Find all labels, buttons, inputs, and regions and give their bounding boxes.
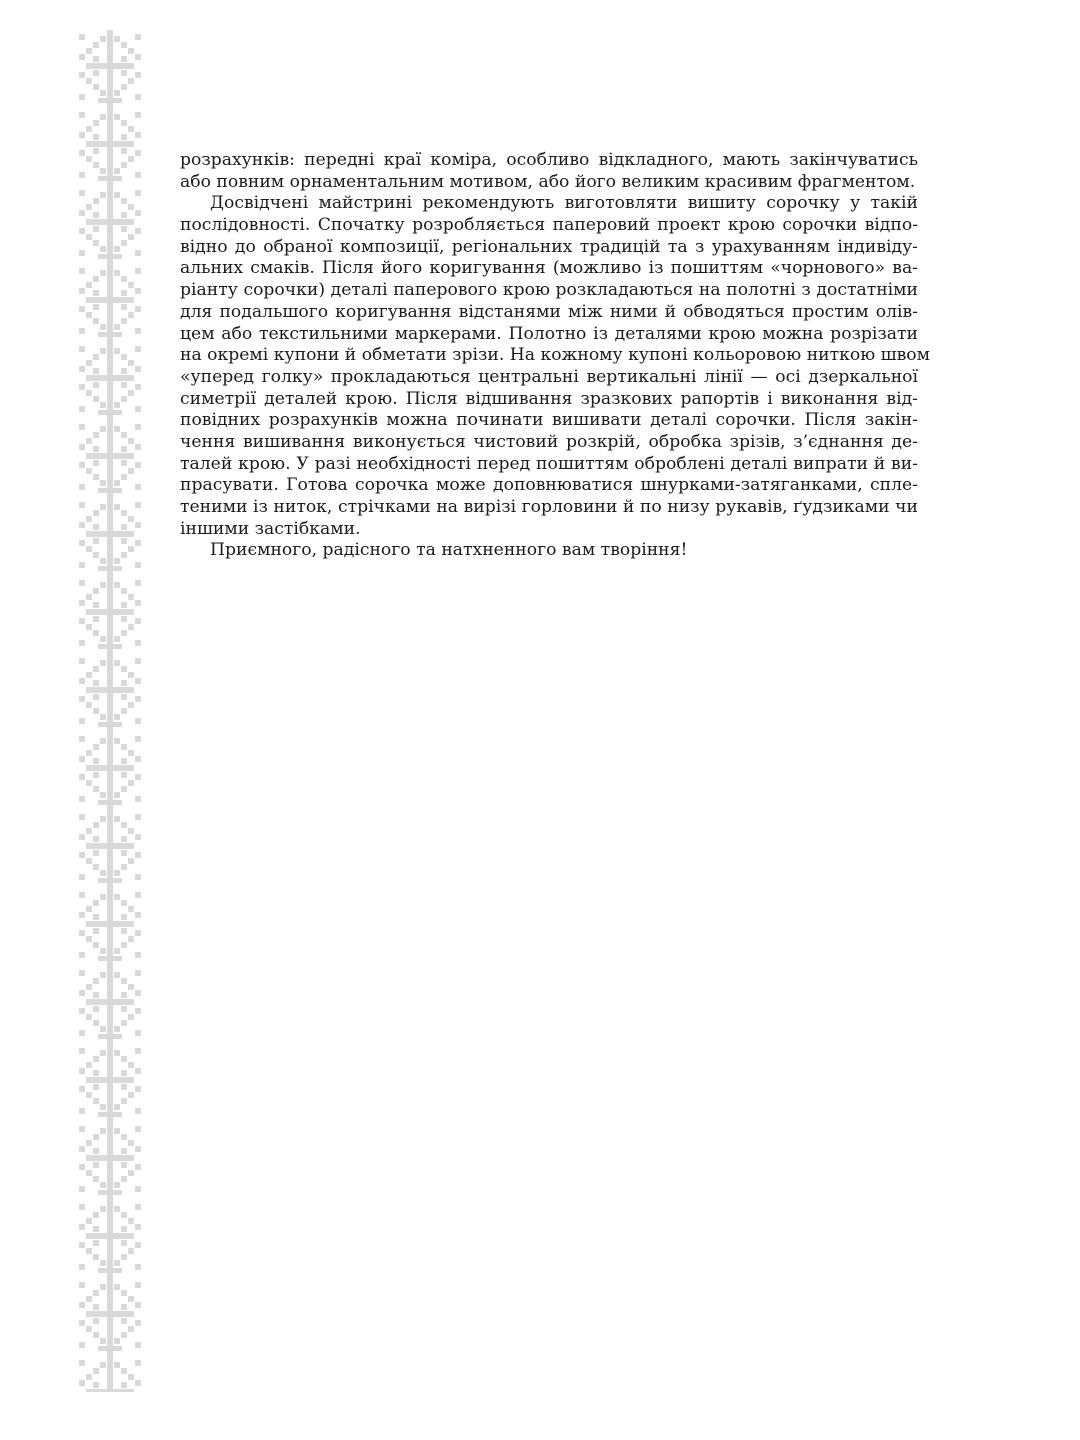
text-line: ріанту сорочки) деталі паперового крою розкладаються на полотні з достатніми <box>180 280 918 301</box>
text-line: чення вишивання виконується чистовий розкрій, обробка зрізів, з’єднання де- <box>180 431 918 452</box>
text-line: послідовності. Спочатку розробляється паперовий проект крою сорочки відпо- <box>180 215 918 236</box>
embroidery-ornament-icon <box>78 30 142 1392</box>
text-line: альних смаків. Після його коригування (можливо із пошиттям «чорнового» ва- <box>180 258 918 279</box>
paragraph <box>180 150 918 193</box>
text-line: на окремі купони й обметати зрізи. На кожному купоні кольоровою ниткою швом <box>180 345 931 366</box>
paragraph <box>180 540 918 562</box>
text-line: повідних розрахунків можна починати вишивати деталі сорочки. Після закін- <box>180 410 918 431</box>
text-line: прасувати. Готова сорочка може доповнюватися шнурками-затяганками, спле- <box>180 475 918 496</box>
text-line: відно до обраної композиції, регіональних традицій та з урахуванням індивіду- <box>180 236 918 257</box>
text-line: талей крою. У разі необхідності перед пошиттям оброблені деталі випрати й ви- <box>180 453 918 474</box>
text-line: для подальшого коригування відстанями між ними й обводяться простим олів- <box>180 301 918 322</box>
text-line: або повним орнаментальним мотивом, або його великим красивим фрагментом. <box>180 171 916 192</box>
text-line: Приємного, радісного та натхненного вам творіння! <box>210 540 688 561</box>
text-line: теними із ниток, стрічками на вирізі горловини й по низу рукавів, ґудзиками чи <box>180 497 918 517</box>
body-text <box>180 150 931 562</box>
text-line: симетрії деталей крою. Після відшивання зразкових рапортів і виконання від- <box>180 388 918 409</box>
paragraph <box>180 193 931 540</box>
text-line: іншими застібками. <box>180 518 361 539</box>
text-line: цем або текстильними маркерами. Полотно із деталями крою можна розрізати <box>180 323 918 344</box>
text-line: Досвідчені майстрині рекомендують виготовляти вишиту сорочку у такій <box>210 193 918 214</box>
text-line: «уперед голку» прокладаються центральні вертикальні лінії — осі дзеркальної <box>180 366 918 387</box>
text-line: розрахунків: передні краї коміра, особливо відкладного, мають закінчуватись <box>180 150 918 170</box>
